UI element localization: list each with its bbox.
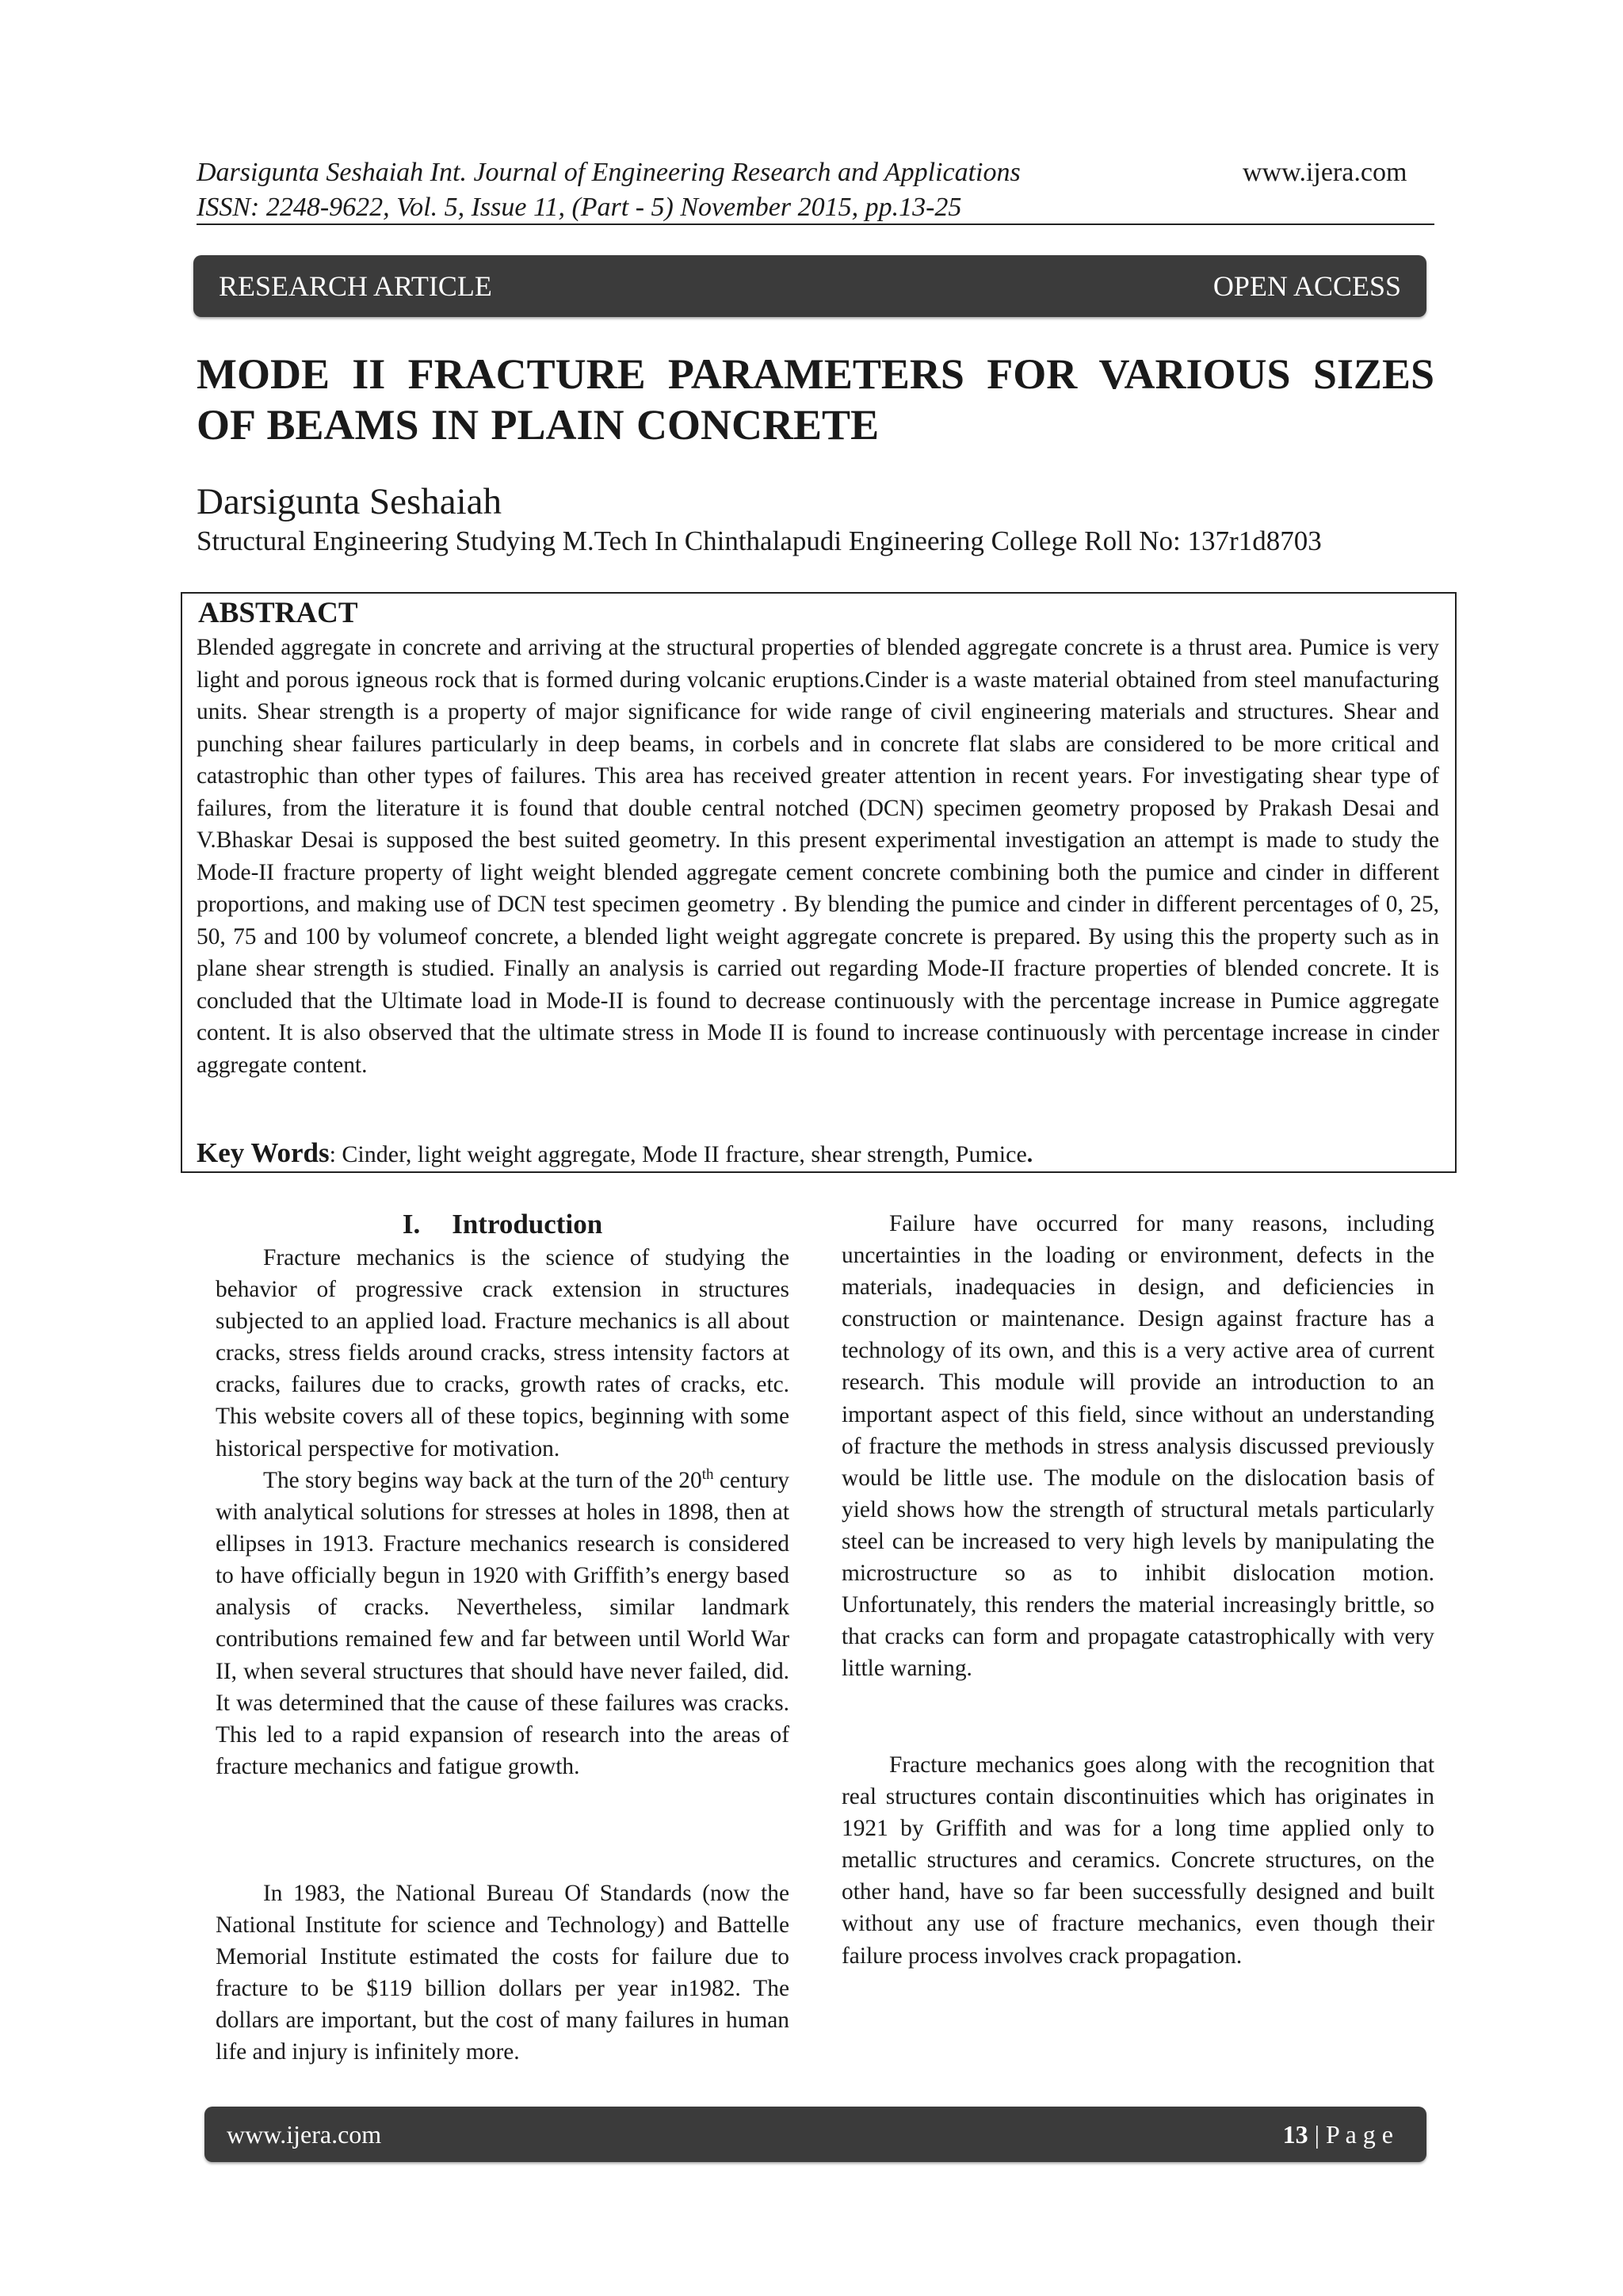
section-title: Introduction	[452, 1209, 603, 1240]
journal-website[interactable]: www.ijera.com	[1243, 158, 1407, 187]
intro-paragraph-4: Failure have occurred for many reasons, including uncertainties in the loading or environment, defects in the materials, inadequacies in design, and deficiencies in construction or maintenance. Design against fracture has a technology of its own, and this is a very active area of current research. This module will provide an introduction to an important aspect of this field, since without an understanding of fracture the methods in stress analysis discussed previously would be little use. The module on the dislocation basis of yield shows how the strength of structural metals particularly steel can be increased to very high levels by manipulating the microstructure so as to inhibit dislocation motion. Unfortunately, this renders the material increasingly brittle, so that cracks can form and propagate catastrophically with very little warning.	[842, 1211, 1434, 1682]
keywords-line	[197, 1137, 1033, 1171]
footer-website[interactable]: www.ijera.com	[227, 2119, 382, 2149]
article-title: MODE II FRACTURE PARAMETERS FOR VARIOUS SIZES OF BEAMS IN PLAIN CONCRETE	[197, 350, 1434, 449]
author-name: Darsigunta Seshaiah	[197, 481, 502, 522]
abstract-heading: ABSTRACT	[198, 597, 358, 629]
author-affiliation: Structural Engineering Studying M.Tech In Chinthalapudi Engineering College Roll No: 137r1d8703	[197, 525, 1322, 556]
intro-paragraph-2-start: The story begins way back at the turn of the 20	[263, 1468, 702, 1493]
article-type-banner	[193, 255, 1426, 317]
keywords-end: .	[1026, 1141, 1033, 1167]
intro-paragraph-5: Fracture mechanics goes along with the recognition that real structures contain discontinuities which has originates in 1921 by Griffith and was for a long time applied only to metallic structures and ceramics. Concrete structures, on the other hand, have so far been successfully designed and built without any use of fracture mechanics, even though their failure process involves crack propagation.	[842, 1752, 1434, 1969]
page-footer	[204, 2107, 1426, 2162]
intro-paragraph-3: In 1983, the National Bureau Of Standards (now the National Institute for science and Technology) and Battelle Memorial Institute estimated the costs for failure due to fracture to be $119 billion dollars per year in1982. The dollars are important, but the cost of many failures in human life and injury is infinitely more.	[216, 1881, 789, 2065]
keywords-list: : Cinder, light weight aggregate, Mode II fracture, shear strength, Pumice	[329, 1141, 1027, 1167]
page-label: | P a g e	[1308, 2119, 1393, 2149]
research-article-label: RESEARCH ARTICLE	[219, 270, 492, 302]
open-access-label: OPEN ACCESS	[1212, 270, 1401, 302]
intro-paragraph-1: Fracture mechanics is the science of studying the behavior of progressive crack extension in structures subjected to an applied load. Fracture mechanics is all about cracks, stress fields around cracks, stress intensity factors at cracks, failures due to cracks, growth rates of cracks, etc. This website covers all of these topics, beginning with some historical perspective for motivation.	[216, 1245, 789, 1461]
journal-header-line: Darsigunta Seshaiah Int. Journal of Engineering Research and Applications	[197, 158, 1021, 187]
introduction-heading	[216, 1207, 789, 1242]
keywords-label: Key Words	[197, 1137, 330, 1168]
page-number: 13	[1282, 2119, 1308, 2149]
header-divider	[197, 223, 1434, 225]
page-indicator	[1283, 2120, 1393, 2149]
section-number: I.	[402, 1209, 421, 1240]
intro-paragraph-2	[216, 1465, 789, 1782]
intro-paragraph-2-rest: century with analytical solutions for stresses at holes in 1898, then at ellipses in 1913. Fracture mechanics research is considered to have officially begun in 1920 with Griffith’s energy based analysis of cracks. Nevertheless, similar landmark contributions remained few and far between until World War II, when several structures that should have never failed, did. It was determined that the cause of these failures was cracks. This led to a rapid expansion of research into the areas of fracture mechanics and fatigue growth.	[216, 1468, 789, 1779]
issn-line: ISSN: 2248-9622, Vol. 5, Issue 11, (Part - 5) November 2015, pp.13-25	[197, 193, 962, 222]
superscript-th: th	[701, 1466, 714, 1484]
abstract-text: Blended aggregate in concrete and arriving at the structural properties of blended aggregate concrete is a thrust area. Pumice is very light and porous igneous rock that is formed during volcanic eruptions.Cinder is a waste material obtained from steel manufacturing units. Shear strength is a property of major significance for wide range of civil engineering materials and structures. Shear and punching shear failures particularly in deep beams, in corbels and in concrete flat slabs are considered to be more critical and catastrophic than other types of failures. This area has received greater attention in recent years. For investigating shear type of failures, from the literature it is found that double central notched (DCN) specimen geometry proposed by Prakash Desai and V.Bhaskar Desai is supposed the best suited geometry. In this present experimental investigation an attempt is made to study the Mode-II fracture property of light weight blended aggregate cement concrete combining both the pumice and cinder in different proportions, and making use of DCN test specimen geometry . By blending the pumice and cinder in different percentages of 0, 25, 50, 75 and 100 by volumeof concrete, a blended light weight aggregate concrete is prepared. By using this the property such as in plane shear strength is studied. Finally an analysis is carried out regarding Mode-II fracture properties of blended concrete. It is concluded that the Ultimate load in Mode-II is found to decrease continuously with the percentage increase in Pumice aggregate content. It is also observed that the ultimate stress in Mode II is found to increase continuously with percentage increase in cinder aggregate content.	[197, 635, 1439, 1078]
